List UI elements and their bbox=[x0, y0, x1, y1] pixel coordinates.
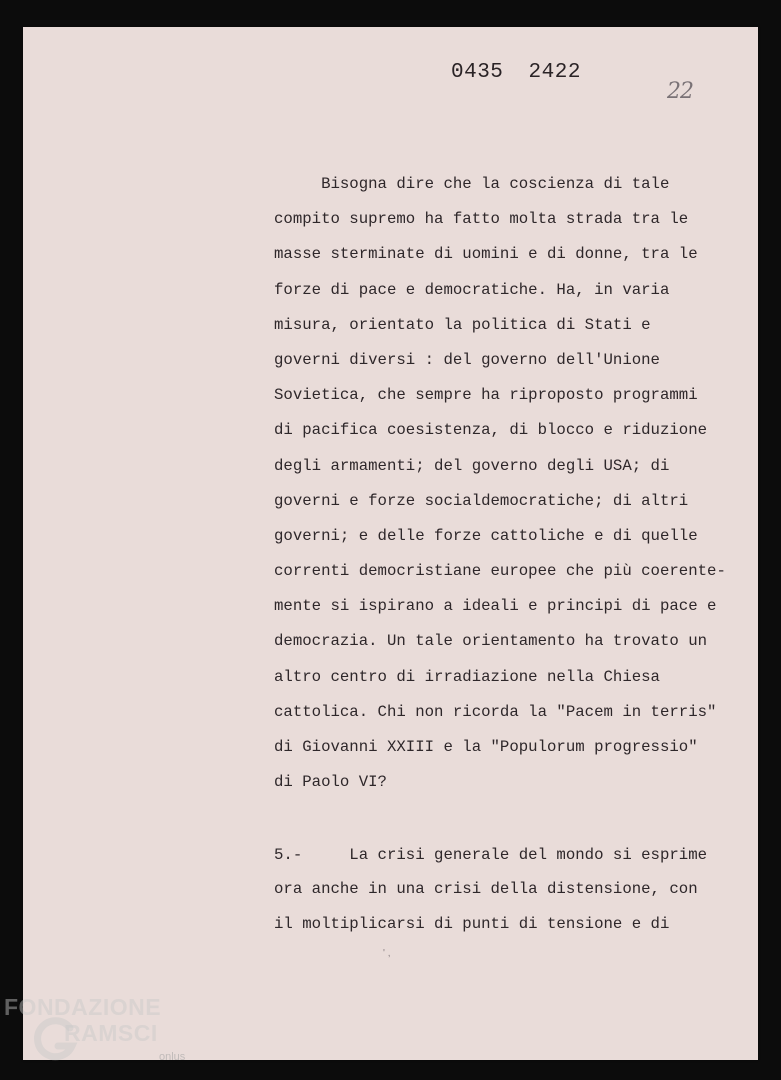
text-line: misura, orientato la politica di Stati e bbox=[274, 315, 651, 334]
text-line: altro centro di irradiazione nella Chiesa bbox=[274, 667, 660, 686]
text-line: 5.- La crisi generale del mondo si esprime bbox=[274, 846, 708, 864]
text-line: mente si ispirano a ideali e principi di pace e bbox=[274, 597, 717, 616]
watermark-suffix: onlus bbox=[159, 1051, 186, 1063]
watermark-line2: RAMSCI bbox=[64, 1020, 158, 1046]
text-line: governi e forze socialdemocratiche; di altri bbox=[274, 491, 689, 510]
text-line: di pacifica coesistenza, di blocco e riduzione bbox=[274, 421, 708, 440]
watermark-line1: FONDAZIONE bbox=[4, 994, 162, 1020]
handwritten-page-number: 22 bbox=[667, 79, 693, 104]
text-line: Sovietica, che sempre ha riproposto programmi bbox=[274, 386, 698, 405]
text-line: ora anche in una crisi della distensione, con bbox=[274, 880, 698, 899]
paper-speck: ' , bbox=[383, 948, 391, 959]
text-line: governi diversi : del governo dell'Unione bbox=[274, 350, 660, 369]
text-line: degli armamenti; del governo degli USA; di bbox=[274, 456, 670, 475]
text-line: masse sterminate di uomini e di donne, tra le bbox=[274, 245, 698, 264]
document-page bbox=[23, 27, 758, 1060]
text-line: correnti democristiane europee che più coerente- bbox=[274, 562, 726, 581]
text-line: democrazia. Un tale orientamento ha trovato un bbox=[274, 632, 708, 651]
text-line: di Giovanni XXIII e la "Populorum progressio" bbox=[274, 738, 698, 756]
text-line: governi; e delle forze cattoliche e di quelle bbox=[274, 526, 698, 545]
text-line: di Paolo VI? bbox=[274, 773, 387, 792]
archive-code: 0435 2422 bbox=[451, 61, 581, 84]
text-line: forze di pace e democratiche. Ha, in varia bbox=[274, 280, 670, 299]
fondazione-gramsci-watermark bbox=[4, 994, 204, 1076]
text-line: il moltiplicarsi di punti di tensione e di bbox=[274, 914, 670, 933]
section-5 bbox=[274, 844, 707, 947]
paragraph bbox=[274, 173, 726, 806]
text-line: cattolica. Chi non ricorda la "Pacem in terris" bbox=[274, 702, 717, 721]
text-line: Bisogna dire che la coscienza di tale bbox=[274, 175, 670, 193]
text-line: compito supremo ha fatto molta strada tra le bbox=[274, 210, 689, 229]
